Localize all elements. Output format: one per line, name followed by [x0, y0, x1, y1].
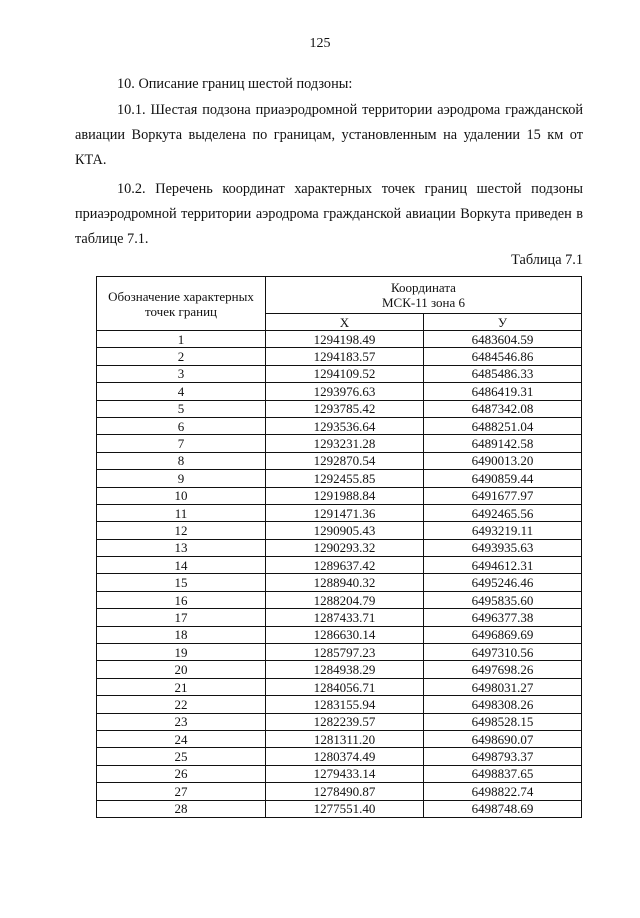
table-row	[97, 730, 582, 747]
table-body	[97, 331, 582, 818]
y-coordinate-cell: 6498793.37	[424, 748, 582, 765]
x-coordinate-cell: 1280374.49	[266, 748, 424, 765]
table-row	[97, 800, 582, 817]
x-coordinate-cell: 1284938.29	[266, 661, 424, 678]
point-number-cell: 6	[97, 417, 266, 434]
point-number-cell: 7	[97, 435, 266, 452]
point-number-cell: 17	[97, 609, 266, 626]
y-coordinate-cell: 6484546.86	[424, 348, 582, 365]
header-coordinate	[266, 277, 582, 314]
table-row	[97, 400, 582, 417]
point-number-cell: 21	[97, 678, 266, 695]
x-coordinate-cell: 1288940.32	[266, 574, 424, 591]
table-row	[97, 522, 582, 539]
header-y: У	[424, 314, 582, 331]
y-coordinate-cell: 6487342.08	[424, 400, 582, 417]
x-coordinate-cell: 1278490.87	[266, 783, 424, 800]
point-number-cell: 24	[97, 730, 266, 747]
table-row	[97, 591, 582, 608]
table-row	[97, 487, 582, 504]
point-number-cell: 27	[97, 783, 266, 800]
header-coordinate-title: Координата	[391, 280, 456, 295]
x-coordinate-cell: 1293785.42	[266, 400, 424, 417]
table-row	[97, 452, 582, 469]
table-row	[97, 417, 582, 434]
table-row	[97, 609, 582, 626]
paragraph-10-1: 10.1. Шестая подзона приаэродромной территории аэродрома гражданской авиации Воркута выделена по границам, установленным на удалении 15 км от КТА.	[75, 102, 583, 168]
y-coordinate-cell: 6498528.15	[424, 713, 582, 730]
table-row	[97, 765, 582, 782]
x-coordinate-cell: 1282239.57	[266, 713, 424, 730]
y-coordinate-cell: 6486419.31	[424, 383, 582, 400]
page-number: 125	[309, 36, 331, 51]
header-point-designation: Обозначение характерных точек границ	[97, 277, 266, 331]
y-coordinate-cell: 6493935.63	[424, 539, 582, 556]
x-coordinate-cell: 1291471.36	[266, 504, 424, 521]
point-number-cell: 16	[97, 591, 266, 608]
point-number-cell: 28	[97, 800, 266, 817]
point-number-cell: 23	[97, 713, 266, 730]
table-row	[97, 626, 582, 643]
table-row	[97, 748, 582, 765]
y-coordinate-cell: 6488251.04	[424, 417, 582, 434]
table-row	[97, 696, 582, 713]
table-row	[97, 331, 582, 348]
header-coordinate-system: МСК-11 зона 6	[381, 295, 466, 310]
x-coordinate-cell: 1289637.42	[266, 557, 424, 574]
y-coordinate-cell: 6495835.60	[424, 591, 582, 608]
x-coordinate-cell: 1279433.14	[266, 765, 424, 782]
y-coordinate-cell: 6498837.65	[424, 765, 582, 782]
table-row	[97, 783, 582, 800]
table-row	[97, 539, 582, 556]
x-coordinate-cell: 1285797.23	[266, 644, 424, 661]
coordinates-table	[96, 276, 582, 818]
point-number-cell: 25	[97, 748, 266, 765]
x-coordinate-cell: 1294109.52	[266, 365, 424, 382]
y-coordinate-cell: 6498308.26	[424, 696, 582, 713]
y-coordinate-cell: 6498748.69	[424, 800, 582, 817]
table-row	[97, 383, 582, 400]
x-coordinate-cell: 1292455.85	[266, 470, 424, 487]
point-number-cell: 18	[97, 626, 266, 643]
x-coordinate-cell: 1290293.32	[266, 539, 424, 556]
table-row	[97, 661, 582, 678]
x-coordinate-cell: 1291988.84	[266, 487, 424, 504]
point-number-cell: 1	[97, 331, 266, 348]
point-number-cell: 22	[97, 696, 266, 713]
y-coordinate-cell: 6493219.11	[424, 522, 582, 539]
x-coordinate-cell: 1292870.54	[266, 452, 424, 469]
y-coordinate-cell: 6485486.33	[424, 365, 582, 382]
y-coordinate-cell: 6497310.56	[424, 644, 582, 661]
y-coordinate-cell: 6491677.97	[424, 487, 582, 504]
table-row	[97, 678, 582, 695]
y-coordinate-cell: 6490013.20	[424, 452, 582, 469]
y-coordinate-cell: 6498690.07	[424, 730, 582, 747]
point-number-cell: 19	[97, 644, 266, 661]
table-row	[97, 644, 582, 661]
y-coordinate-cell: 6492465.56	[424, 504, 582, 521]
point-number-cell: 26	[97, 765, 266, 782]
table-row	[97, 504, 582, 521]
y-coordinate-cell: 6490859.44	[424, 470, 582, 487]
table-caption: Таблица 7.1	[511, 252, 583, 268]
point-number-cell: 8	[97, 452, 266, 469]
y-coordinate-cell: 6498822.74	[424, 783, 582, 800]
y-coordinate-cell: 6495246.46	[424, 574, 582, 591]
x-coordinate-cell: 1293976.63	[266, 383, 424, 400]
point-number-cell: 2	[97, 348, 266, 365]
header-x: X	[266, 314, 424, 331]
y-coordinate-cell: 6496869.69	[424, 626, 582, 643]
x-coordinate-cell: 1294198.49	[266, 331, 424, 348]
x-coordinate-cell: 1277551.40	[266, 800, 424, 817]
x-coordinate-cell: 1293231.28	[266, 435, 424, 452]
table-row	[97, 348, 582, 365]
point-number-cell: 14	[97, 557, 266, 574]
x-coordinate-cell: 1287433.71	[266, 609, 424, 626]
table-row	[97, 713, 582, 730]
table-row	[97, 435, 582, 452]
point-number-cell: 20	[97, 661, 266, 678]
y-coordinate-cell: 6496377.38	[424, 609, 582, 626]
paragraph-10-2: 10.2. Перечень координат характерных точек границ шестой подзоны приаэродромной территории аэродрома гражданской авиации Воркута приведен в таблице 7.1.	[75, 181, 583, 247]
y-coordinate-cell: 6494612.31	[424, 557, 582, 574]
x-coordinate-cell: 1283155.94	[266, 696, 424, 713]
x-coordinate-cell: 1286630.14	[266, 626, 424, 643]
table-row	[97, 557, 582, 574]
y-coordinate-cell: 6497698.26	[424, 661, 582, 678]
point-number-cell: 4	[97, 383, 266, 400]
point-number-cell: 10	[97, 487, 266, 504]
y-coordinate-cell: 6483604.59	[424, 331, 582, 348]
y-coordinate-cell: 6489142.58	[424, 435, 582, 452]
x-coordinate-cell: 1293536.64	[266, 417, 424, 434]
point-number-cell: 12	[97, 522, 266, 539]
section-heading: 10. Описание границ шестой подзоны:	[117, 76, 353, 92]
x-coordinate-cell: 1281311.20	[266, 730, 424, 747]
x-coordinate-cell: 1290905.43	[266, 522, 424, 539]
x-coordinate-cell: 1294183.57	[266, 348, 424, 365]
point-number-cell: 5	[97, 400, 266, 417]
table-row	[97, 365, 582, 382]
table-row	[97, 574, 582, 591]
point-number-cell: 3	[97, 365, 266, 382]
point-number-cell: 9	[97, 470, 266, 487]
x-coordinate-cell: 1284056.71	[266, 678, 424, 695]
point-number-cell: 15	[97, 574, 266, 591]
point-number-cell: 11	[97, 504, 266, 521]
x-coordinate-cell: 1288204.79	[266, 591, 424, 608]
table-row	[97, 470, 582, 487]
point-number-cell: 13	[97, 539, 266, 556]
y-coordinate-cell: 6498031.27	[424, 678, 582, 695]
